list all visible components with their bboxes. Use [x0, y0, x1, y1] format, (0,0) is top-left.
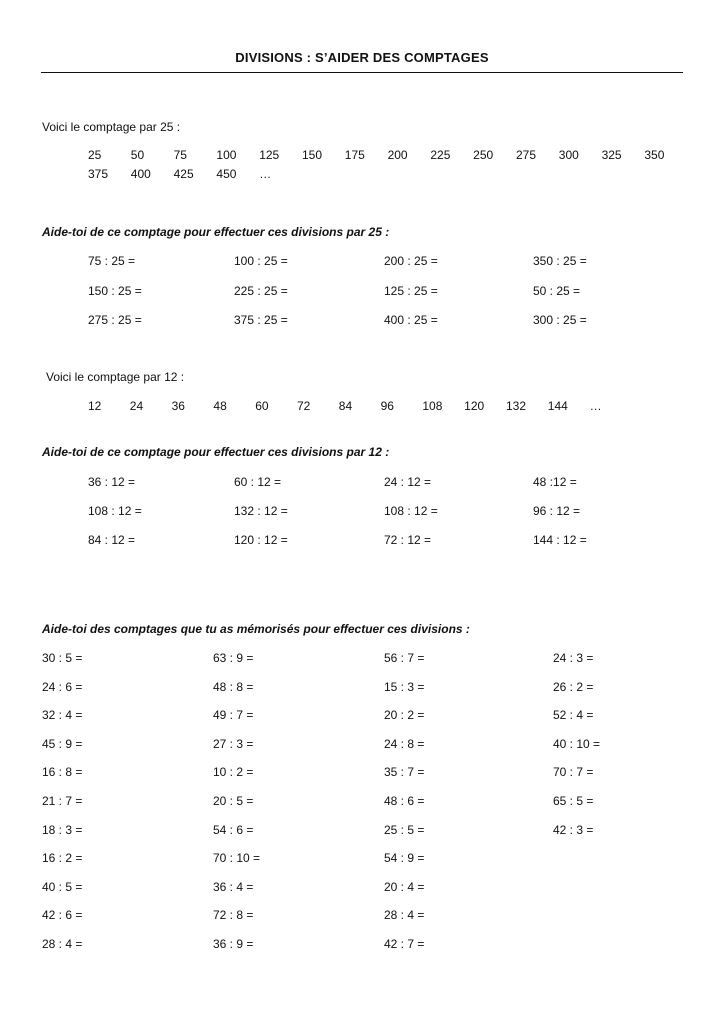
count-number: 125: [259, 148, 280, 162]
count-25-row-1: [88, 148, 687, 162]
division-exercise: 48 : 8 =: [213, 679, 254, 694]
division-exercise: 54 : 6 =: [213, 822, 254, 837]
division-exercise: 125 : 25 =: [384, 283, 438, 298]
division-exercise: 28 : 4 =: [384, 908, 425, 923]
division-exercise: 150 : 25 =: [88, 283, 142, 298]
division-exercise: 15 : 3 =: [384, 679, 425, 694]
count-number: 84: [338, 399, 353, 413]
count-number: 375: [88, 167, 109, 181]
division-exercise: 120 : 12 =: [234, 533, 288, 547]
title-underline: [41, 72, 683, 73]
division-exercise: 96 : 12 =: [533, 504, 581, 518]
division-exercise: 100 : 25 =: [234, 254, 288, 268]
division-exercise: 72 : 12 =: [384, 533, 432, 547]
division-exercise: 36 : 9 =: [213, 937, 254, 951]
count-number: 132: [505, 399, 526, 413]
count-number: 275: [515, 148, 536, 162]
count-number: 12: [88, 399, 102, 413]
division-exercise: 108 : 12 =: [88, 504, 142, 518]
count-number: 120: [464, 399, 485, 413]
count-number: 50: [130, 148, 145, 162]
division-exercise: 20 : 2 =: [384, 708, 425, 723]
division-exercise: 144 : 12 =: [533, 533, 587, 547]
division-exercise: 108 : 12 =: [384, 504, 438, 518]
count-number: 350: [644, 148, 665, 162]
division-exercise: 200 : 25 =: [384, 254, 438, 268]
count-number: 25: [88, 148, 102, 162]
count-number: 300: [558, 148, 579, 162]
division-exercise: 42 : 3 =: [553, 822, 594, 837]
instruction-divide-25: Aide-toi de ce comptage pour effectuer ces divisions par 25 :: [42, 225, 390, 239]
division-exercise: 25 : 5 =: [384, 822, 425, 837]
count-number: 200: [387, 148, 408, 162]
count-number: 48: [213, 399, 227, 413]
division-exercise: 300 : 25 =: [533, 313, 587, 327]
division-exercise: 24 : 8 =: [384, 736, 425, 751]
division-exercise: 16 : 8 =: [42, 765, 83, 780]
division-exercise: 52 : 4 =: [553, 708, 594, 723]
division-exercise: 36 : 4 =: [213, 879, 254, 894]
division-exercise: 275 : 25 =: [88, 313, 142, 327]
instruction-divide-12: Aide-toi de ce comptage pour effectuer ces divisions par 12 :: [42, 445, 390, 459]
division-exercise: 48 : 6 =: [384, 794, 425, 808]
count-number: 225: [430, 148, 451, 162]
intro-count-12: Voici le comptage par 12 :: [46, 370, 185, 384]
division-exercise: 63 : 9 =: [213, 651, 254, 665]
division-exercise: 10 : 2 =: [213, 765, 254, 780]
division-exercise: 49 : 7 =: [213, 708, 254, 723]
division-exercise: 72 : 8 =: [213, 908, 254, 923]
count-number: 36: [171, 399, 185, 413]
count-number: 425: [173, 167, 194, 181]
count-25-row-2: [88, 167, 302, 181]
count-number: 175: [344, 148, 365, 162]
division-exercise: 70 : 7 =: [553, 765, 594, 780]
division-exercise: 56 : 7 =: [384, 651, 425, 665]
count-number: 400: [130, 167, 151, 181]
division-exercise: 84 : 12 =: [88, 533, 136, 547]
division-exercise: 45 : 9 =: [42, 736, 83, 751]
page-title: DIVISIONS : S’AIDER DES COMPTAGES: [235, 50, 489, 65]
division-exercise: 400 : 25 =: [384, 313, 438, 327]
division-exercise: 40 : 5 =: [42, 879, 83, 894]
division-exercise: 24 : 3 =: [553, 651, 594, 665]
division-exercise: 28 : 4 =: [42, 937, 83, 951]
division-exercise: 42 : 6 =: [42, 908, 83, 923]
count-number: 325: [601, 148, 622, 162]
count-number: …: [259, 167, 272, 181]
division-exercise: 70 : 10 =: [213, 851, 261, 866]
count-number: 144: [547, 399, 568, 413]
division-exercise: 20 : 5 =: [213, 794, 254, 808]
count-number: …: [589, 399, 602, 413]
division-exercise: 225 : 25 =: [234, 283, 288, 298]
count-12-row-1: [88, 399, 631, 413]
division-exercise: 375 : 25 =: [234, 313, 288, 327]
count-number: 100: [216, 148, 237, 162]
division-exercise: 42 : 7 =: [384, 937, 425, 951]
division-exercise: 21 : 7 =: [42, 794, 83, 808]
division-exercise: 350 : 25 =: [533, 254, 587, 268]
division-exercise: 20 : 4 =: [384, 879, 425, 894]
division-exercise: 132 : 12 =: [234, 504, 288, 518]
division-exercise: 65 : 5 =: [553, 794, 594, 808]
count-number: 60: [255, 399, 269, 413]
count-number: 108: [422, 399, 443, 413]
division-exercise: 40 : 10 =: [553, 736, 601, 751]
count-number: 72: [296, 399, 311, 413]
division-exercise: 75 : 25 =: [88, 254, 136, 268]
division-exercise: 36 : 12 =: [88, 475, 136, 489]
division-exercise: 27 : 3 =: [213, 736, 254, 751]
division-exercise: 18 : 3 =: [42, 822, 83, 837]
count-number: 450: [216, 167, 237, 181]
division-exercise: 26 : 2 =: [553, 679, 594, 694]
instruction-mixed-divisions: Aide-toi des comptages que tu as mémorisés pour effectuer ces divisions :: [42, 622, 470, 636]
count-number: 75: [173, 148, 187, 162]
division-exercise: 54 : 9 =: [384, 851, 425, 866]
count-number: 250: [473, 148, 494, 162]
division-exercise: 35 : 7 =: [384, 765, 425, 780]
division-exercise: 30 : 5 =: [42, 651, 83, 665]
division-exercise: 24 : 12 =: [384, 475, 432, 489]
division-exercise: 16 : 2 =: [42, 851, 83, 866]
division-exercise: 50 : 25 =: [533, 283, 581, 298]
division-exercise: 24 : 6 =: [42, 679, 83, 694]
count-number: 150: [301, 148, 323, 162]
count-number: 96: [380, 399, 394, 413]
division-exercise: 48 :12 =: [533, 475, 577, 489]
division-exercise: 60 : 12 =: [234, 475, 282, 489]
count-number: 24: [129, 399, 144, 413]
intro-count-25: Voici le comptage par 25 :: [42, 120, 181, 134]
division-exercise: 32 : 4 =: [42, 708, 83, 723]
